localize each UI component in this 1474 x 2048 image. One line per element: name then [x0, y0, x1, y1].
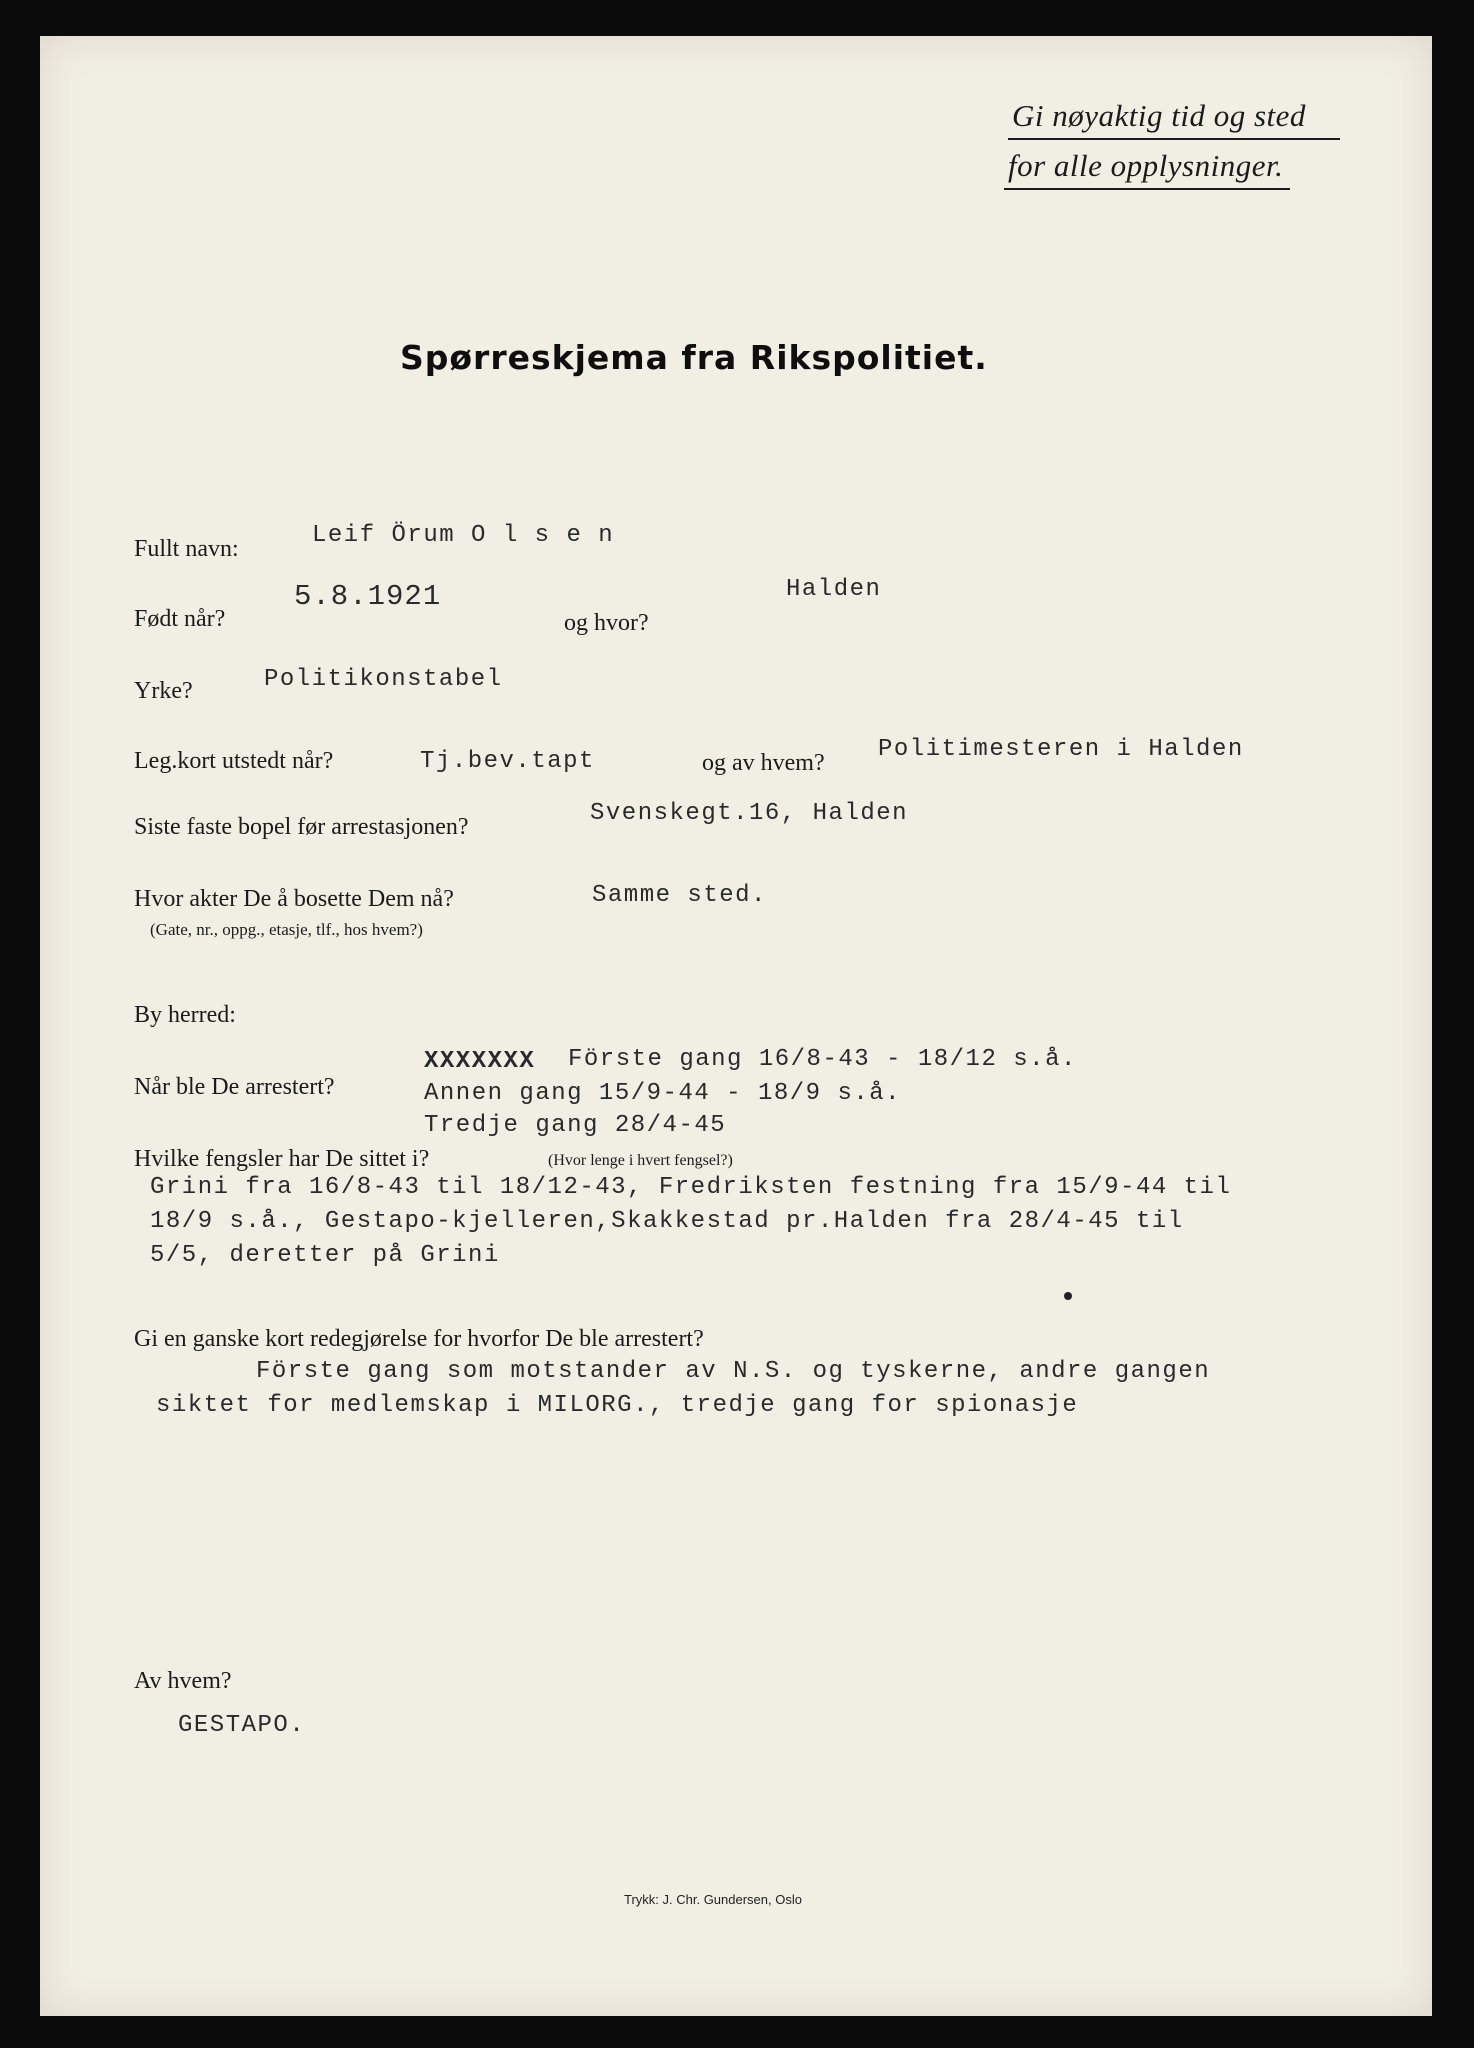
- last-address-value: Svenskegt.16, Halden: [590, 800, 909, 827]
- last-address-label: Siste faste bopel før arrestasjonen?: [134, 814, 469, 840]
- name-value: Leif Örum O l s e n: [312, 522, 615, 549]
- birthplace-label: og hvor?: [564, 610, 649, 636]
- arrested-line-2: Annen gang 15/9-44 - 18/9 s.å.: [424, 1080, 902, 1107]
- arrested-label: Når ble De arrestert?: [134, 1074, 335, 1100]
- new-address-hint: (Gate, nr., oppg., etasje, tlf., hos hvem?): [150, 920, 423, 939]
- born-value: 5.8.1921: [294, 580, 442, 613]
- reason-label: Gi en ganske kort redegjørelse for hvorfor De ble arrestert?: [134, 1326, 704, 1352]
- occupation-value: Politikonstabel: [264, 666, 503, 693]
- new-address-label: Hvor akter De å bosette Dem nå?: [134, 886, 454, 912]
- arrested-line-1: Förste gang 16/8-43 - 18/12 s.å.: [568, 1046, 1077, 1073]
- form-page: [40, 36, 1432, 2016]
- name-label: Fullt navn:: [134, 536, 239, 562]
- issuer-label: og av hvem?: [702, 750, 825, 776]
- born-label: Født når?: [134, 606, 226, 632]
- id-card-value: Tj.bev.tapt: [420, 748, 595, 775]
- prisons-line-2: 18/9 s.å., Gestapo-kjelleren,Skakkestad pr.Halden fra 28/4-45 til: [150, 1208, 1184, 1235]
- issuer-value: Politimesteren i Halden: [878, 736, 1244, 763]
- ink-dot: [1064, 1292, 1072, 1300]
- id-card-label: Leg.kort utstedt når?: [134, 748, 334, 774]
- printer-mark: Trykk: J. Chr. Gundersen, Oslo: [624, 1892, 802, 1907]
- notice-underline-2: [1004, 188, 1290, 190]
- occupation-label: Yrke?: [134, 678, 193, 704]
- arrested-by-value: GESTAPO.: [178, 1712, 306, 1739]
- reason-line-2: siktet for medlemskap i MILORG., tredje gang for spionasje: [156, 1392, 1079, 1419]
- district-label: By herred:: [134, 1002, 236, 1028]
- prisons-line-1: Grini fra 16/8-43 til 18/12-43, Fredriksten festning fra 15/9-44 til: [150, 1174, 1232, 1201]
- arrested-line-3: Tredje gang 28/4-45: [424, 1112, 727, 1139]
- prisons-label: Hvilke fengsler har De sittet i?: [134, 1146, 430, 1172]
- notice-underline-1: [1008, 138, 1340, 140]
- reason-line-1: Förste gang som motstander av N.S. og tyskerne, andre gangen: [256, 1358, 1211, 1385]
- prisons-hint: (Hvor lenge i hvert fengsel?): [548, 1152, 733, 1169]
- notice-line-1: Gi nøyaktig tid og sted: [1012, 98, 1306, 133]
- birthplace-value: Halden: [786, 576, 882, 603]
- arrested-struck-text: XXXXXXX: [424, 1048, 536, 1075]
- notice-line-2: for alle opplysninger.: [1008, 148, 1284, 183]
- prisons-line-3: 5/5, deretter på Grini: [150, 1242, 500, 1269]
- form-title: Spørreskjema fra Rikspolitiet.: [400, 338, 988, 377]
- arrested-by-label: Av hvem?: [134, 1668, 232, 1694]
- new-address-value: Samme sted.: [592, 882, 767, 909]
